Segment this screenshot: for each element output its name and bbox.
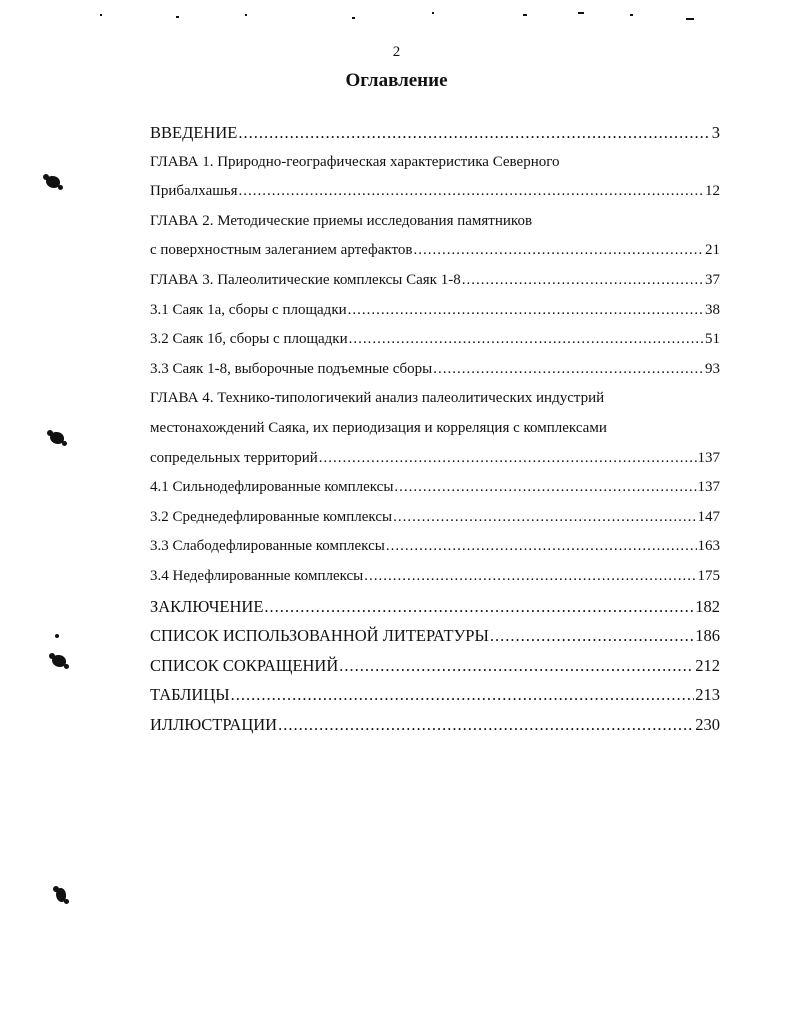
- toc-entry-label: ГЛАВА 2. Методические приемы исследования памятников: [150, 212, 533, 229]
- toc-entry-label: Прибалхашья: [150, 183, 238, 200]
- toc-entry-page: 37: [705, 271, 720, 288]
- toc-entry-label: ЗАКЛЮЧЕНИЕ: [150, 596, 264, 616]
- toc-entry-label: 3.3 Саяк 1-8, выборочные подъемные сборы: [150, 360, 433, 377]
- toc-entry-illustrations: [150, 710, 720, 740]
- toc-entry-label: СПИСОК ИСПОЛЬЗОВАННОЙ ЛИТЕРАТУРЫ: [150, 626, 489, 646]
- toc-entry-label: с поверхностным залеганием артефактов: [150, 242, 413, 259]
- toc-entry-label: ТАБЛИЦЫ: [150, 685, 230, 705]
- toc-entry-abbreviations: [150, 651, 720, 681]
- toc-entry-chapter-1-cont: [150, 177, 720, 207]
- toc-entry-label: 3.4 Недефлированные комплексы: [150, 567, 364, 584]
- toc-entry-label: сопредельных территорий: [150, 449, 318, 466]
- toc-entry-label: 3.1 Саяк 1а, сборы с площадки: [150, 301, 347, 318]
- toc-entry-page: 213: [695, 685, 720, 705]
- toc-entry-introduction: [150, 118, 720, 148]
- toc-entry-chapter-3: [150, 266, 720, 296]
- toc-entry-page: 163: [697, 538, 720, 555]
- toc-entry-conclusion: [150, 592, 720, 622]
- toc-entry-label: 3.2 Саяк 1б, сборы с площадки: [150, 331, 348, 348]
- toc-entry-label: ИЛЛЮСТРАЦИИ: [150, 714, 278, 734]
- toc-entry-chapter-4: [150, 384, 720, 414]
- toc-entry-page: 175: [697, 567, 720, 584]
- toc-entry-page: 3: [711, 123, 720, 142]
- toc-entry-page: 137: [697, 449, 720, 466]
- toc-entry-section-4-4: [150, 562, 720, 592]
- toc-entry-chapter-2: [150, 207, 720, 237]
- toc-entry-chapter-4-end: [150, 444, 720, 474]
- toc-entry-label: ГЛАВА 1. Природно-географическая характеристика Северного: [150, 153, 560, 170]
- toc-entry-page: 147: [697, 508, 720, 525]
- toc-entry-page: 182: [695, 596, 720, 616]
- table-of-contents: [150, 118, 720, 739]
- toc-entry-page: 12: [705, 183, 720, 200]
- toc-entry-page: 186: [695, 626, 720, 646]
- toc-entry-section-4-3: [150, 532, 720, 562]
- toc-entry-label: местонахождений Саяка, их периодизация и корреляция с комплексами: [150, 419, 607, 436]
- toc-entry-page: 230: [695, 714, 720, 734]
- toc-entry-section-4-2: [150, 503, 720, 533]
- toc-entry-page: 21: [705, 242, 720, 259]
- page-title: Оглавление: [345, 70, 448, 91]
- toc-entry-references: [150, 621, 720, 651]
- toc-entry-section-3-3: [150, 355, 720, 385]
- toc-entry-page: 38: [705, 301, 720, 318]
- toc-entry-section-3-1: [150, 296, 720, 326]
- toc-entry-chapter-4-cont: [150, 414, 720, 444]
- toc-entry-page: 137: [697, 479, 720, 496]
- toc-entry-label: 4.1 Сильнодефлированные комплексы: [150, 479, 394, 496]
- toc-entry-page: 93: [705, 360, 720, 377]
- toc-entry-page: 51: [705, 331, 720, 348]
- toc-entry-chapter-1: [150, 148, 720, 178]
- toc-entry-page: 212: [695, 655, 720, 675]
- toc-entry-tables: [150, 680, 720, 710]
- toc-entry-label: 3.2 Среднедефлированные комплексы: [150, 508, 393, 525]
- page-number: 2: [392, 44, 401, 60]
- toc-entry-section-4-1: [150, 473, 720, 503]
- toc-entry-label: ВВЕДЕНИЕ: [150, 123, 238, 142]
- toc-entry-label: ГЛАВА 3. Палеолитические комплексы Саяк 1-8: [150, 271, 461, 288]
- toc-entry-label: СПИСОК СОКРАЩЕНИЙ: [150, 655, 339, 675]
- toc-entry-section-3-2: [150, 325, 720, 355]
- toc-entry-chapter-2-cont: [150, 236, 720, 266]
- toc-entry-label: 3.3 Слабодефлированные комплексы: [150, 538, 385, 555]
- toc-entry-label: ГЛАВА 4. Технико-типологичекий анализ палеолитических индустрий: [150, 390, 605, 407]
